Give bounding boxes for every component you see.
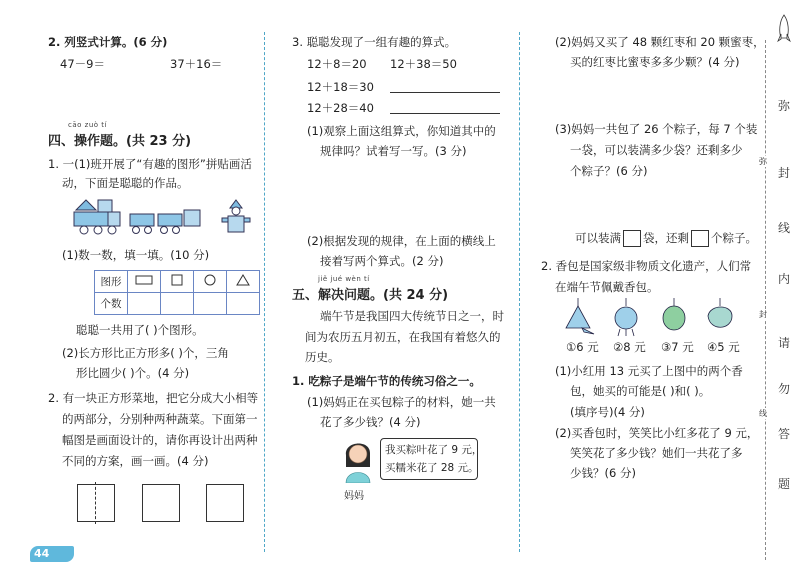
q2b-line2: 的两部分，分别种两种蔬菜。下面第一 [62, 412, 258, 426]
train-wheel [108, 226, 116, 234]
seal-char: 弥 [778, 99, 791, 113]
sachet-1 [566, 298, 594, 334]
train-wheel [80, 226, 88, 234]
mom-body [346, 473, 370, 484]
speech-line-1: 我买粽叶花了 9 元， [385, 444, 483, 456]
rectangle-icon [128, 271, 161, 293]
seal-char: 请 [778, 336, 791, 350]
fill-text-b: 袋，还剩 [643, 231, 689, 245]
wagon-wheel [133, 227, 140, 234]
intro-line1: 端午节是我国四大传统节日之一，时 [320, 309, 504, 323]
q1-sub1: (1)数一数，填一填。(10 分) [62, 248, 210, 262]
q1-sub2: (2)长方形比正方形多( )个，三角 [62, 346, 229, 360]
seal-char: 答 [778, 427, 791, 441]
seal-char: 内 [778, 272, 791, 286]
seal-small-char: 线 [759, 409, 767, 418]
q2-line2-col3: 在端午节佩戴香包。 [555, 280, 659, 294]
square-icon [161, 271, 194, 293]
wagon-rectangle [158, 214, 182, 226]
count-cell[interactable] [194, 293, 227, 315]
robot-arm [244, 218, 250, 222]
eq-4: 12＋28＝40 [307, 101, 374, 115]
sachet-2 [615, 298, 637, 336]
square-plot-design-2[interactable] [206, 484, 244, 522]
q2-sub2c: 少钱？(6 分) [570, 466, 636, 480]
train-front-square [108, 212, 120, 226]
robot-head-circle [232, 207, 240, 215]
price-2: ②8 元 [613, 340, 646, 354]
fill-text-c: 个粽子。 [711, 231, 757, 245]
square-plot-design-1[interactable] [142, 484, 180, 522]
sec4-title: 四、操作题。(共 23 分) [48, 134, 192, 149]
eq-1: 12＋8＝20 [307, 57, 367, 71]
train-wheel [94, 226, 102, 234]
column-divider-2 [519, 32, 520, 552]
price-3: ③7 元 [661, 340, 694, 354]
seal-char: 题 [778, 477, 791, 491]
q1-sub3a: (3)妈妈一共包了 26 个粽子，每 7 个装 [555, 122, 758, 136]
eq-3: 12＋18＝30 [307, 80, 374, 94]
q1-sub3c: 个粽子？(6 分) [570, 164, 648, 178]
fill-text-a: 可以装满 [575, 231, 621, 245]
count-cell[interactable] [161, 293, 194, 315]
q1-sub1a-col2: (1)妈妈正在买包粽子的材料，她一共 [307, 395, 496, 409]
shape-count-table [94, 270, 260, 315]
wagons-picture [130, 210, 200, 234]
q3-sub2b: 接着写两个算式。(2 分) [320, 254, 444, 268]
q1-label-col2: 1. 吃粽子是端午节的传统习俗之一。 [292, 374, 481, 388]
seal-small-char: 弥 [759, 157, 767, 166]
speech-line-2: 买糯米花了 28 元。 [385, 462, 479, 474]
mom-figure [340, 437, 376, 483]
circle-icon [194, 271, 227, 293]
q1-sub2a-col3: (2)妈妈又买了 48 颗红枣和 20 颗蜜枣， [555, 35, 765, 49]
count-cell[interactable] [128, 293, 161, 315]
calc-1: 47－9＝ [60, 57, 105, 71]
q2b-line3: 幅图是画面设计的，请你再设计出两种 [62, 433, 258, 447]
wagon-rectangle [130, 214, 154, 226]
robot-body-square [228, 216, 244, 232]
robot-arm [222, 218, 228, 222]
q1-sub1b-col2: 花了多少钱？(4 分) [320, 415, 421, 429]
shape-collage [72, 198, 252, 240]
q3-label: 3. 聪聪发现了一组有趣的算式。 [292, 35, 457, 49]
q1-sub2b-col3: 买的红枣比蜜枣多多少颗？(4 分) [570, 55, 740, 69]
triangle-icon [227, 271, 260, 293]
q1-total: 聪聪一共用了( )个图形。 [76, 323, 204, 337]
wagon-wheel [145, 227, 152, 234]
remainder-answer-box[interactable] [691, 230, 709, 247]
sec5-title: 五、解决问题。(共 24 分) [292, 288, 449, 303]
seal-small-char: 封 [759, 310, 767, 319]
sec4-pinyin: cāo zuò tí [68, 121, 107, 129]
q2-sub2b: 笑笑花了多少钱？她们一共花了多 [570, 446, 743, 460]
sec5-pinyin: jiě jué wèn tí [318, 275, 370, 283]
seal-line [765, 40, 766, 560]
sachet-3 [663, 298, 685, 330]
count-cell[interactable] [227, 293, 260, 315]
q1-sub3b: 一袋，可以装满多少袋？还剩多少 [570, 143, 743, 157]
eq-2: 12＋38＝50 [390, 57, 457, 71]
calc-2: 37＋16＝ [170, 57, 223, 71]
seal-char: 封 [778, 166, 791, 180]
answer-line-1[interactable] [390, 92, 500, 93]
page-number: 44 [34, 547, 50, 560]
rocket-icon [777, 14, 791, 44]
wagon-wheel [173, 227, 180, 234]
q2-line1-col3: 2. 香包是国家级非物质文化遗产，人们常 [541, 259, 752, 273]
q2-sub1c: (填序号)(4 分) [570, 405, 645, 419]
wagon-square [184, 210, 200, 226]
train-roof-triangle [76, 200, 96, 210]
intro-line2: 间为农历五月初五，在我国有着悠久的 [305, 330, 501, 344]
fill-in-sentence [575, 230, 757, 247]
q2-sub2a: (2)买香包时，笑笑比小红多花了 9 元， [555, 426, 759, 440]
q2-calc-label: 2. 列竖式计算。(6 分) [48, 35, 168, 49]
price-1: ①6 元 [566, 340, 599, 354]
q3-sub2a: (2)根据发现的规律，在上面的横线上 [307, 234, 496, 248]
seal-char: 线 [778, 221, 791, 235]
q1-line1: 1. 一(1)班开展了“有趣的图形”拼贴画活 [48, 157, 252, 171]
intro-line3: 历史。 [305, 350, 340, 364]
sachets-illustration [560, 298, 760, 338]
q2-sub1a: (1)小红用 13 元买了上图中的两个香 [555, 364, 743, 378]
column-divider-1 [264, 32, 265, 552]
table-header-count: 个数 [95, 293, 128, 315]
q2b-line1: 2. 有一块正方形菜地，把它分成大小相等 [48, 391, 259, 405]
answer-line-2[interactable] [390, 113, 500, 114]
train-picture [74, 200, 120, 234]
q2-sub1b: 包，她买的可能是( )和( )。 [570, 384, 711, 398]
q2b-line4: 不同的方案，画一画。(4 分) [62, 454, 209, 468]
bags-answer-box[interactable] [623, 230, 641, 247]
seal-char: 勿 [778, 382, 791, 396]
mom-label: 妈妈 [344, 491, 364, 502]
q3-sub1a: (1)观察上面这组算式，你知道其中的 [307, 124, 496, 138]
q1-line2: 动，下面是聪聪的作品。 [62, 176, 189, 190]
square-plot-example [77, 484, 115, 522]
price-4: ④5 元 [707, 340, 740, 354]
sachet-4 [708, 298, 732, 327]
q3-sub1b: 规律吗？试着写一写。(3 分) [320, 144, 467, 158]
table-header-shapes: 图形 [95, 271, 128, 293]
robot-picture [222, 200, 250, 232]
q1-sub2b: 形比圆少( )个。(4 分) [76, 366, 190, 380]
wagon-wheel [161, 227, 168, 234]
mom-face [349, 445, 367, 463]
